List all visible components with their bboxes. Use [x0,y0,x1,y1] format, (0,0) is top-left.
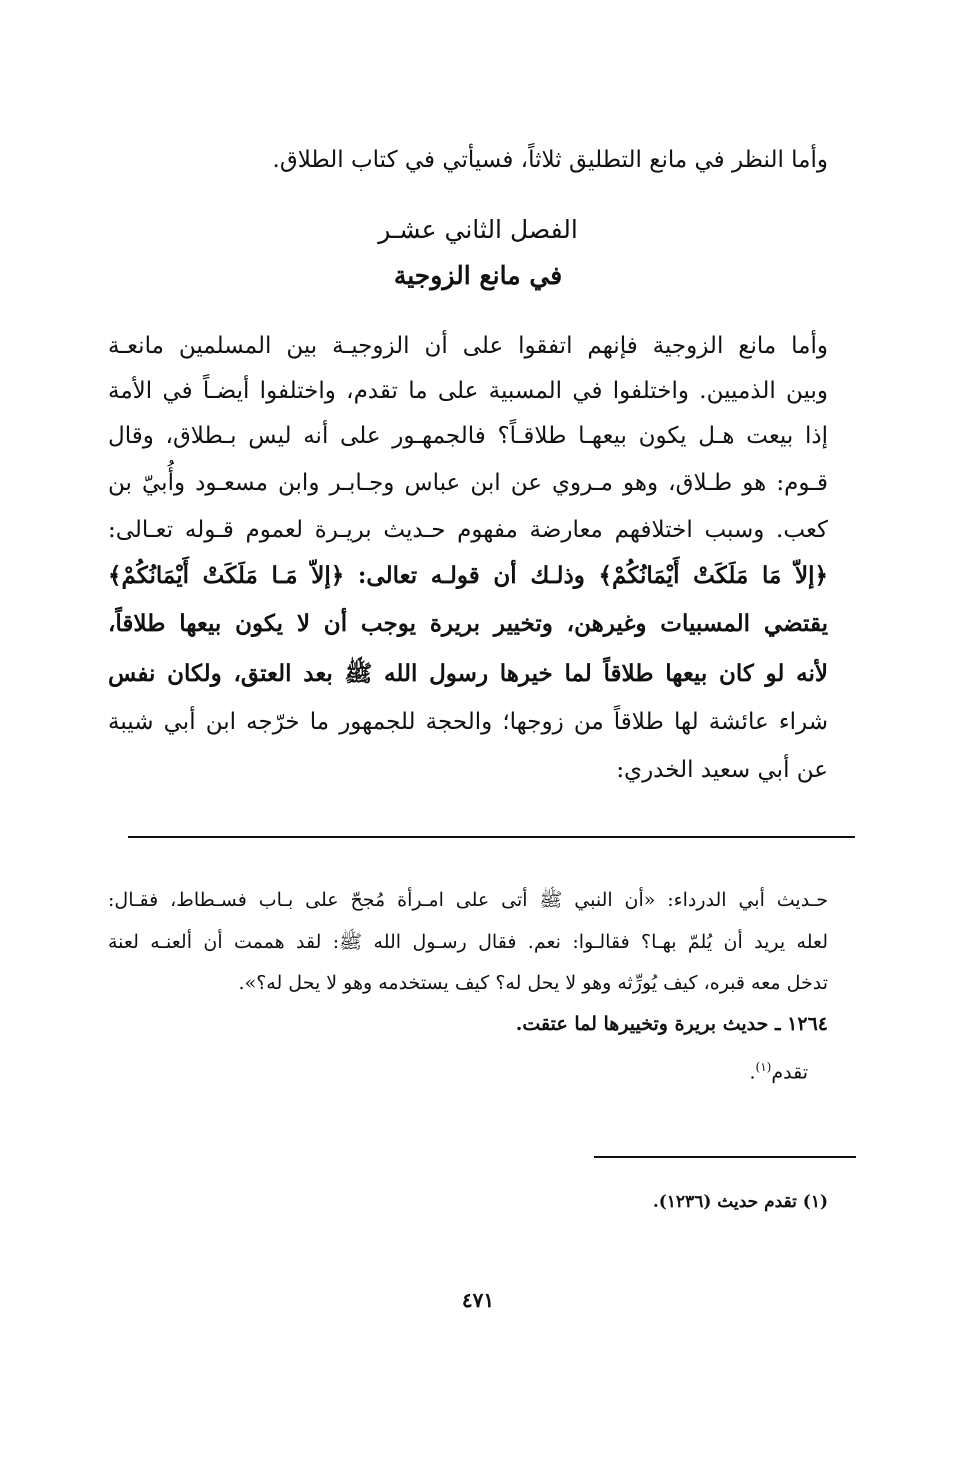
body-line: وأما مانع الزوجية فإنهم اتفقوا على أن الزوجيـة بين المسلمين مانعـة [108,333,828,359]
quran-verse-line: ﴿إلاّ مَا مَلَكَتْ أَيْمَانُكُمْ﴾ وذلـك أن قولـه تعالى: ﴿إلاّ مَـا مَلَكَتْ أَيْمَانُكُمْ﴾ [108,562,828,589]
chapter-title: الفصل الثاني عشـر [378,215,578,244]
intro-line: وأما النظر في مانع التطليق ثلاثاً، فسيأتي في كتاب الطلاق. [272,147,828,173]
body-line: عن أبي سعيد الخدري: [616,757,828,783]
reference-footnote: (١) تقدم حديث (١٢٣٦). [652,1192,828,1212]
body-line: إذا بيعت هـل يكون بيعهـا طلاقـاً؟ فالجمهـور على أنه ليس بـطلاق، وقال [108,423,828,449]
hadith-note-end: . [749,1061,756,1084]
hadith-entry-title: ١٢٦٤ ـ حديث بريرة وتخييرها لما عتقت. [515,1013,828,1035]
chapter-subtitle: في مانع الزوجية [393,261,563,290]
body-line: وبين الذميين. واختلفوا في المسبية على ما تقدم، واختلفوا أيضـاً في الأمة [108,378,828,404]
body-line: قـوم: هو طـلاق، وهو مـروي عن ابن عباس وجـابـر وابن مسعـود وأُبيّ بن [108,470,828,496]
body-line: يقتضي المسبيات وغيرهن، وتخيير بريرة يوجب أن لا يكون بيعها طلاقاً، [108,610,828,637]
footnote-line: لعله يريد أن يُلمّ بهـا؟ فقالـوا: نعم. فقال رسـول الله ﷺ: لقد هممت أن ألعنـه لعنة [108,931,828,953]
footnote-line: حـديث أبي الدرداء: «أن النبي ﷺ أتى على امـرأة مُجحّ على بـاب فسـطاط، فقـال: [108,889,828,911]
body-line: كعب. وسبب اختلافهم معارضة مفهوم حـديث بريـرة لعموم قـوله تعـالى: [108,517,828,543]
footnote-separator [128,836,855,838]
page-number: ٤٧١ [461,1288,495,1312]
hadith-entry-note [88,1050,808,1089]
footnote-reference: (١) [755,1060,772,1074]
footnote-line: تدخل معه قبره، كيف يُورِّثه وهو لا يحل له؟ كيف يستخدمه وهو لا يحل له؟». [238,972,828,994]
reference-separator [594,1156,856,1158]
body-line: شراء عائشة لها طلاقاً من زوجها؛ والحجة للجمهور ما خرّجه ابن أبي شيبة [108,709,828,735]
body-line: لأنه لو كان بيعها طلاقاً لما خيرها رسول الله ﷺ بعد العتق، ولكان نفس [108,660,828,687]
hadith-note-text: تقدم [771,1061,808,1084]
